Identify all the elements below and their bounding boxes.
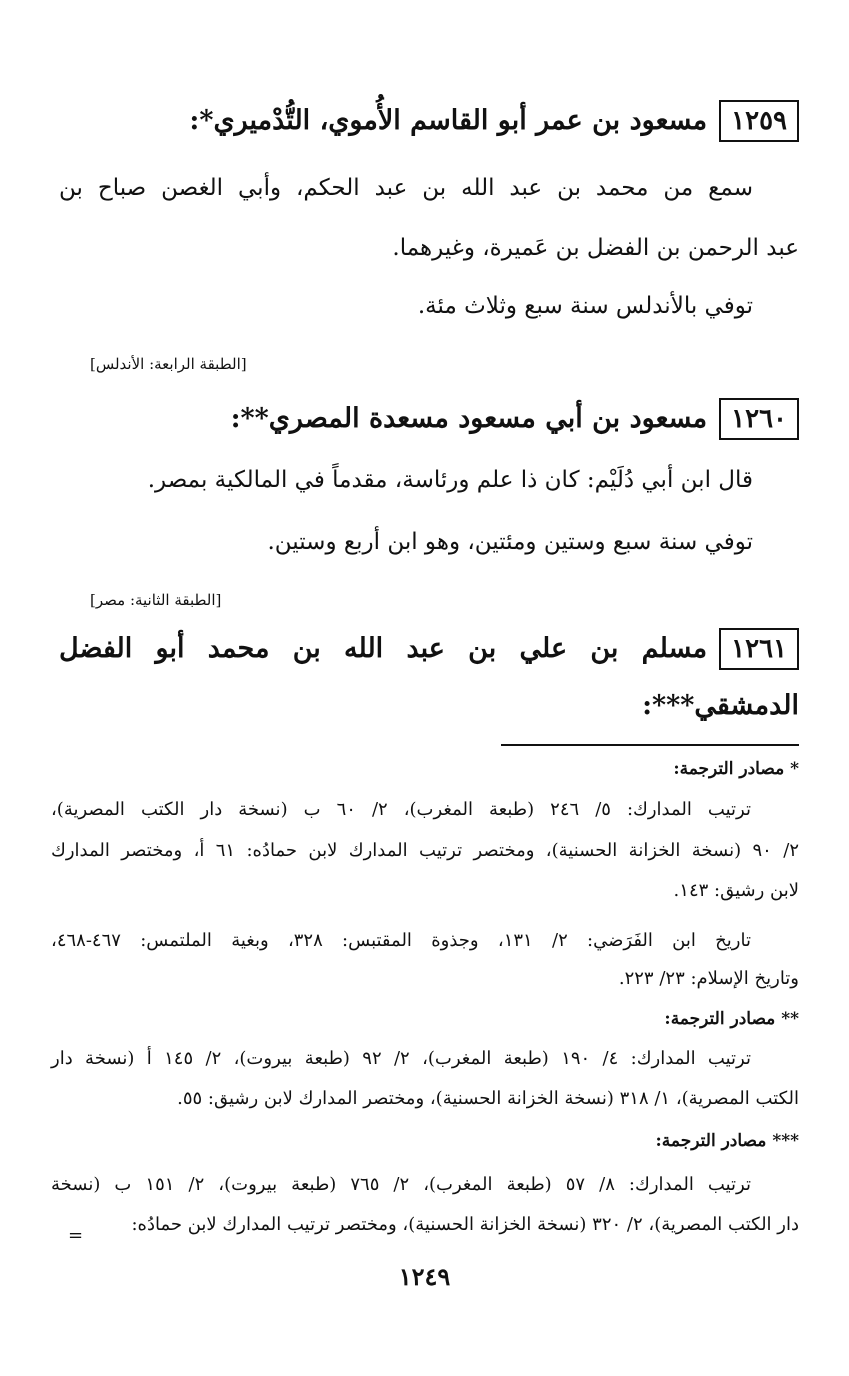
footnote-line: ترتيب المدارك: ٥/ ٢٤٦ (طبعة المغرب)، ٢/ ٦٠ ب (نسخة دار الكتب المصرية)،: [51, 799, 751, 820]
entry-number-box: ١٢٦٠: [719, 398, 799, 440]
footnote-line: وتاريخ الإسلام: ٢٣/ ٢٢٣.: [618, 968, 799, 989]
continuation-mark: =: [68, 1225, 84, 1246]
footnote-line: دار الكتب المصرية)، ٢/ ٣٢٠ (نسخة الخزانة الحسنية)، ومختصر ترتيب المدارك لابن حمادُه:: [131, 1214, 799, 1235]
page-number: ١٢٤٩: [398, 1262, 451, 1291]
entry-text-line: عبد الرحمن بن الفضل بن عَميرة، وغيرهما.: [392, 235, 799, 261]
footnote-separator: [501, 744, 799, 746]
entry-heading-1261: [59, 628, 799, 670]
footnote-heading: ** مصادر الترجمة:: [664, 1009, 799, 1029]
tabaqa-note: [الطبقة الرابعة: الأندلس]: [90, 355, 247, 373]
footnote-line: الكتب المصرية)، ١/ ٣١٨ (نسخة الخزانة الحسنية)، ومختصر المدارك لابن رشيق: ٥٥.: [177, 1088, 799, 1109]
footnote-heading: *** مصادر الترجمة:: [655, 1131, 799, 1151]
entry-text-line: توفي بالأندلس سنة سبع وثلاث مئة.: [417, 293, 753, 319]
entry-title-continued: الدمشقي***:: [642, 690, 799, 721]
entry-text-line: توفي سنة سبع وستين ومئتين، وهو ابن أربع وستين.: [267, 529, 753, 555]
entry-title: مسعود بن أبي مسعود مسعدة المصري**:: [230, 403, 708, 434]
footnote-line: ترتيب المدارك: ٨/ ٥٧ (طبعة المغرب)، ٢/ ٧٦٥ (طبعة بيروت)، ٢/ ١٥١ ب (نسخة: [51, 1174, 751, 1195]
entry-heading-1260: [59, 398, 799, 440]
entry-title: مسعود بن عمر أبو القاسم الأُموي، التُّدْميري*:: [189, 105, 708, 136]
entry-title: مسلم بن علي بن عبد الله بن محمد أبو الفضل: [59, 633, 708, 664]
entry-text-line: سمع من محمد بن عبد الله بن عبد الحكم، وأبي الغصن صباح بن: [59, 175, 753, 201]
footnote-line: ترتيب المدارك: ٤/ ١٩٠ (طبعة المغرب)، ٢/ ٩٢ (طبعة بيروت)، ٢/ ١٤٥ أ (نسخة دار: [51, 1048, 751, 1069]
entry-number-box: ١٢٦١: [719, 628, 799, 670]
tabaqa-note: [الطبقة الثانية: مصر]: [90, 591, 222, 609]
entry-heading-1259: [59, 100, 799, 142]
entry-text-line: قال ابن أبي دُلَيْم: كان ذا علم ورئاسة، مقدماً في المالكية بمصر.: [147, 467, 753, 493]
footnote-line: ٢/ ٩٠ (نسخة الخزانة الحسنية)، ومختصر ترتيب المدارك لابن حمادُه: ٦١ أ، ومختصر المدارك: [51, 840, 799, 861]
footnote-line: لابن رشيق: ١٤٣.: [673, 880, 799, 901]
entry-number-box: ١٢٥٩: [719, 100, 799, 142]
footnote-heading: * مصادر الترجمة:: [673, 759, 799, 779]
footnote-line: تاريخ ابن الفَرَضي: ٢/ ١٣١، وجذوة المقتبس: ٣٢٨، وبغية الملتمس: ٤٦٧-٤٦٨،: [51, 930, 751, 951]
